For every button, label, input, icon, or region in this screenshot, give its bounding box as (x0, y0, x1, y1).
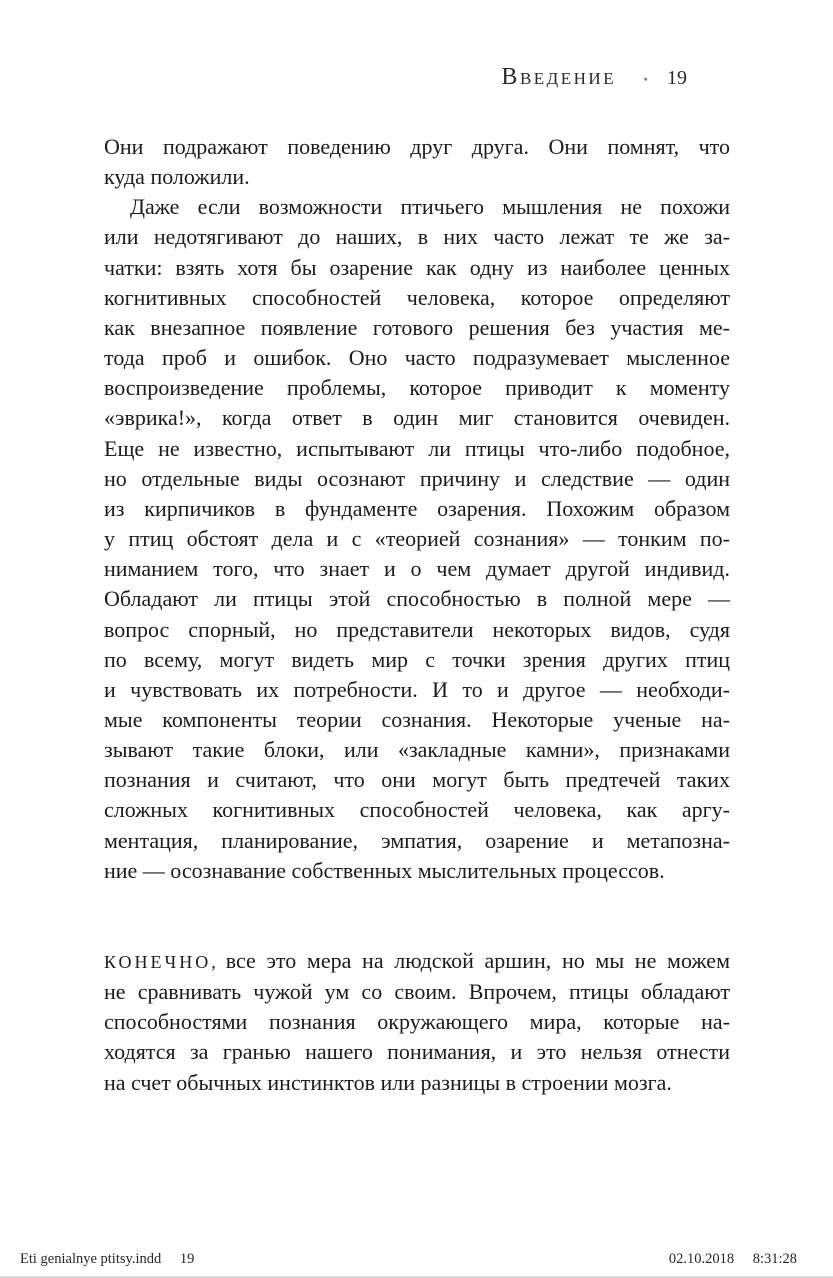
text-line: на счет обычных инстинктов или разницы в строении мозга. (104, 1069, 672, 1095)
text-line: не сравнивать чужой ум со своим. Впрочем, птицы обладают (104, 979, 730, 1005)
text-line: мые компоненты теории сознания. Некоторые ученые на- (104, 706, 730, 732)
paragraph (104, 192, 730, 886)
text-line: Они подражают поведению друг друга. Они помнят, что (104, 134, 730, 159)
text-line: ходятся за гранью нашего понимания, и это нельзя отнести (104, 1039, 730, 1065)
text-line: но отдельные виды осознают причину и следствие — один (104, 465, 730, 491)
text-line: у птиц обстоят дела и с «теорией сознания» — тонким по- (104, 526, 730, 552)
running-header (501, 64, 687, 91)
slug-time: 8:31:28 (752, 1251, 797, 1267)
text-line: вопрос спорный, но представители некоторых видов, судя (104, 616, 730, 642)
text-line: зывают такие блоки, или «закладные камни», признаками (104, 737, 730, 763)
text-line: чатки: взять хотя бы озарение как одну из наиболее ценных (104, 254, 730, 280)
text-line: по всему, могут видеть мир с точки зрения других птиц (104, 646, 730, 672)
text-line: тода проб и ошибок. Оно часто подразумевает мысленное (104, 345, 730, 371)
text-line: КОНЕЧНО, все это мера на людской аршин, но мы не можем (104, 947, 730, 973)
section-lead: КОНЕЧНО, (104, 951, 219, 972)
slug-filename-group (20, 1251, 194, 1268)
page-number: 19 (667, 67, 687, 89)
slug-page-number: 19 (179, 1251, 195, 1267)
slug-line (20, 1251, 797, 1268)
text-line: и чувствовать их потребности. И то и другое — необходи- (104, 676, 730, 702)
text-line: Даже если возможности птичьего мышления не похожи (130, 194, 730, 220)
text-line: куда положили. (104, 164, 250, 190)
text-line: ментация, планирование, эмпатия, озарение и метапозна- (104, 827, 730, 853)
separator-bullet-icon: • (643, 73, 648, 88)
text-line: воспроизведение проблемы, которое приводит к моменту (104, 375, 730, 401)
text-line: когнитивных способностей человека, которое определяют (104, 284, 730, 310)
slug-timestamp-group (669, 1251, 797, 1268)
text-line: познания и считают, что они могут быть предтечей таких (104, 767, 730, 793)
text-line: как внезапное появление готового решения без участия ме- (104, 314, 730, 340)
document-name: Eti genialnye ptitsy.indd (20, 1251, 162, 1267)
paragraph (104, 946, 730, 1098)
text-line: Обладают ли птицы этой способностью в полной мере — (104, 586, 730, 612)
slug-date: 02.10.2018 (668, 1251, 735, 1267)
text-line: из кирпичиков в фундаменте озарения. Похожим образом (104, 495, 730, 521)
text-line: сложных когнитивных способностей человека, как аргу- (104, 797, 730, 823)
body-text (104, 132, 730, 1098)
text-line: Еще не известно, испытывают ли птицы что-либо подобное, (104, 435, 730, 461)
section-title: ВВЕДЕНИЕ (501, 64, 617, 90)
paragraph (104, 132, 730, 192)
text-line: или недотягивают до наших, в них часто лежат те же за- (104, 224, 730, 250)
text-line: ние — осознавание собственных мыслительных процессов. (104, 857, 665, 883)
text-line: способностями познания окружающего мира, которые на- (104, 1009, 730, 1035)
text-line: «эврика!», когда ответ в один миг становится очевиден. (104, 405, 730, 431)
text-line: ниманием того, что знает и о чем думает другой индивид. (104, 556, 730, 582)
